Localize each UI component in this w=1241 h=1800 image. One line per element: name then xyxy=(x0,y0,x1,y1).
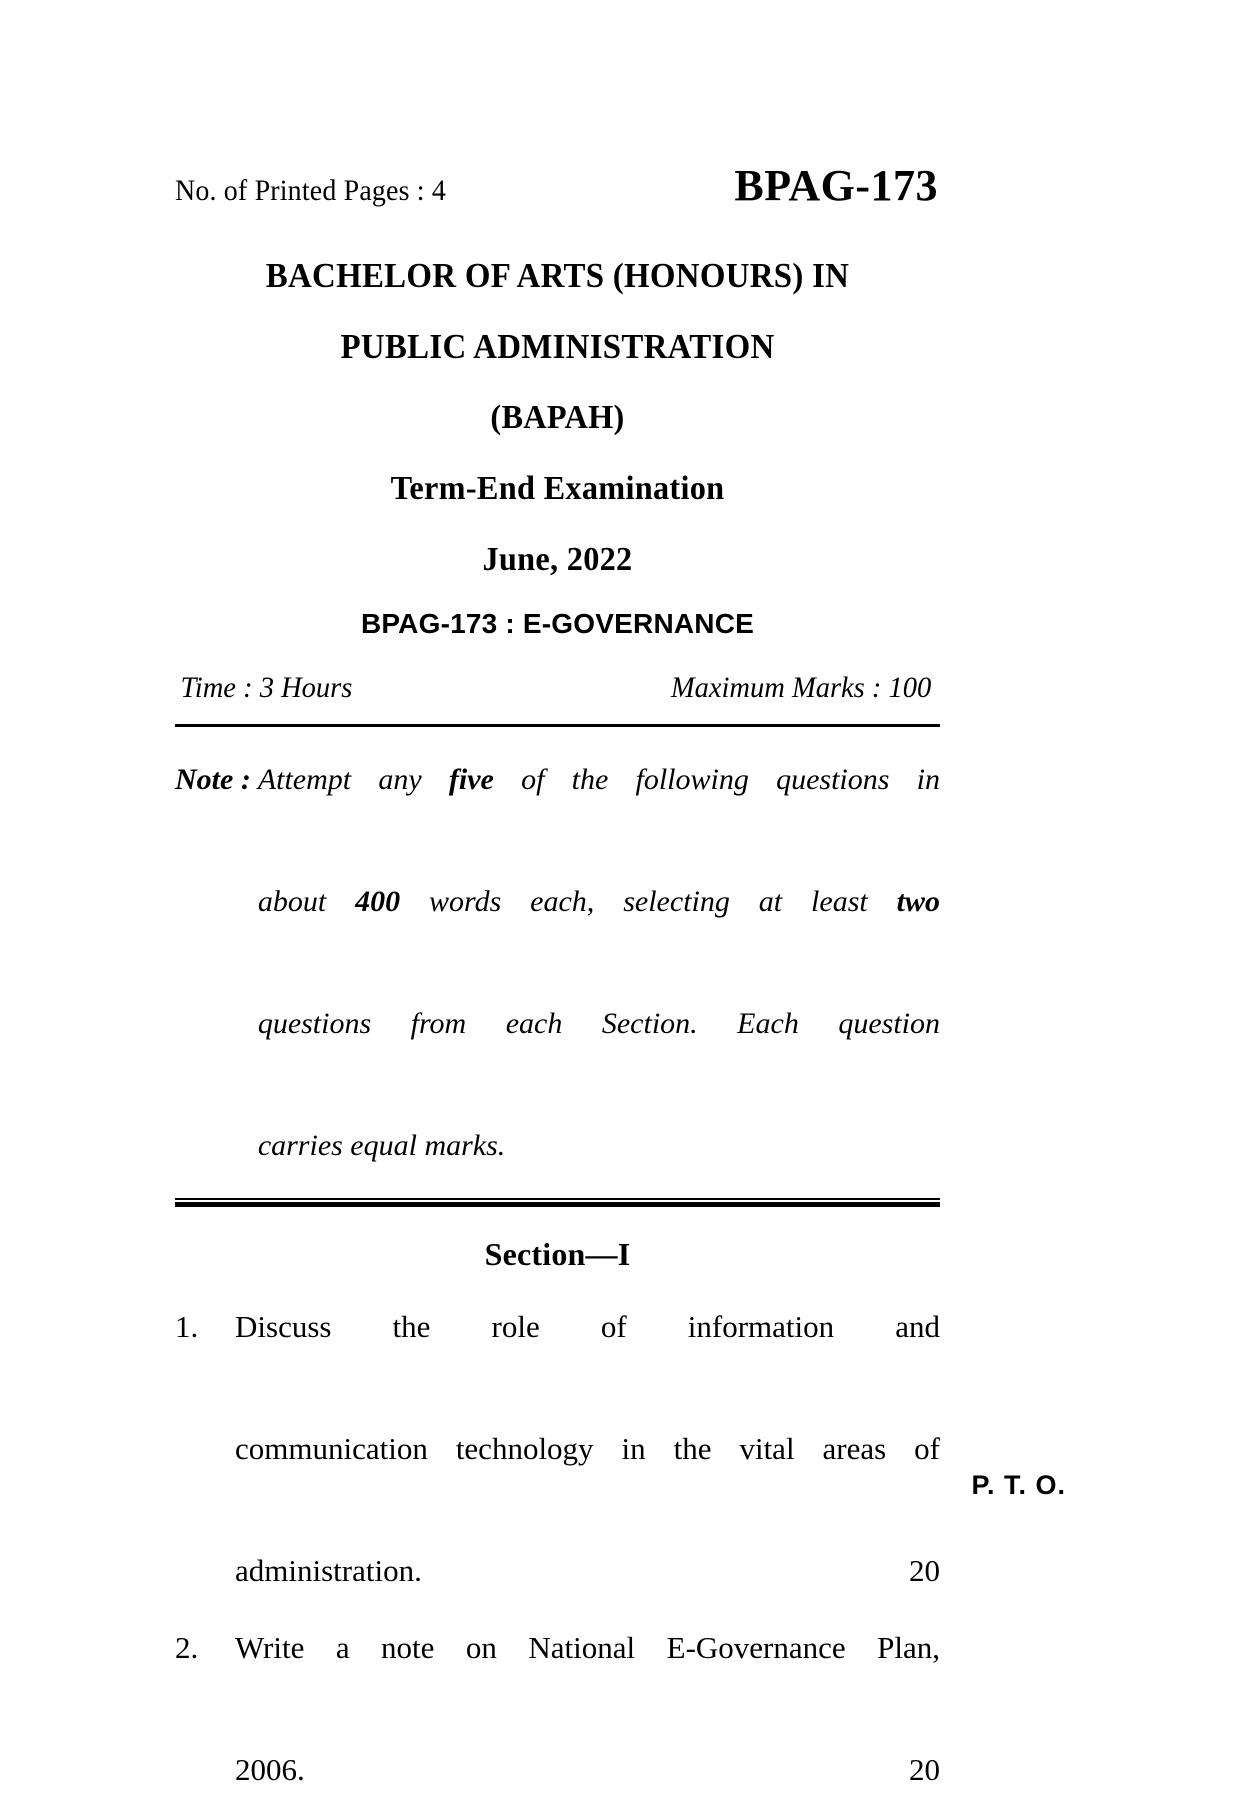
divider-thick-line xyxy=(175,1202,940,1207)
examination-type: Term-End Examination xyxy=(390,470,725,507)
section-divider-rule xyxy=(175,1198,940,1207)
note-line-1-part-c: of the following questions in xyxy=(493,763,940,796)
programme-title-line-2: PUBLIC ADMINISTRATION xyxy=(340,327,775,366)
page-header xyxy=(175,160,940,216)
note-emphasis-400: 400 xyxy=(355,885,401,918)
question-text xyxy=(235,1617,940,1800)
header-divider-rule xyxy=(175,724,940,727)
note-line-1-part-a: Attempt any xyxy=(257,763,449,796)
course-title: BPAG-173 : E-GOVERNANCE xyxy=(360,608,755,639)
exam-maximum-marks: Maximum Marks : 100 xyxy=(670,671,932,704)
question-2-marks: 20 xyxy=(909,1752,940,1787)
note-line-3: questions from each Section. Each question xyxy=(257,1007,940,1040)
question-1-line-2: communication technology in the vital areas of xyxy=(235,1431,940,1466)
question-number: 2. xyxy=(175,1630,199,1665)
note-line-4: carries equal marks. xyxy=(257,1129,506,1162)
question-1-marks: 20 xyxy=(909,1553,940,1588)
note-emphasis-five: five xyxy=(448,763,494,796)
note-emphasis-two: two xyxy=(896,885,940,918)
note-text xyxy=(258,749,940,1176)
exam-meta-row xyxy=(175,671,940,705)
printed-pages-label: No. of Printed Pages : 4 xyxy=(175,174,447,207)
question-item xyxy=(175,1296,940,1601)
instructions-note xyxy=(175,749,940,1176)
paper-code: BPAG-173 xyxy=(734,161,938,210)
question-item xyxy=(175,1617,940,1800)
page-content xyxy=(175,0,940,1800)
programme-title-line-1: BACHELOR OF ARTS (HONOURS) IN xyxy=(265,256,850,295)
page-turn-over-label: P. T. O. xyxy=(971,1470,1066,1500)
programme-abbreviation: (BAPAH) xyxy=(490,399,625,436)
section-heading: Section—I xyxy=(484,1236,631,1272)
exam-duration: Time : 3 Hours xyxy=(180,671,353,704)
question-1-line-1: Discuss the role of information and xyxy=(235,1309,940,1344)
question-text xyxy=(235,1296,940,1601)
question-1-line-3: administration. xyxy=(235,1553,422,1588)
title-block xyxy=(175,240,940,653)
question-number: 1. xyxy=(175,1309,199,1344)
divider-thin-line xyxy=(175,1198,940,1200)
examination-session: June, 2022 xyxy=(482,541,633,578)
question-2-line-2: 2006. xyxy=(235,1752,305,1787)
note-line-2-part-a: about xyxy=(257,885,356,918)
question-2-line-1: Write a note on National E-Governance Plan, xyxy=(235,1630,940,1665)
note-line-2-part-c: words each, selecting at least xyxy=(400,885,897,918)
note-label: Note : xyxy=(175,763,251,796)
